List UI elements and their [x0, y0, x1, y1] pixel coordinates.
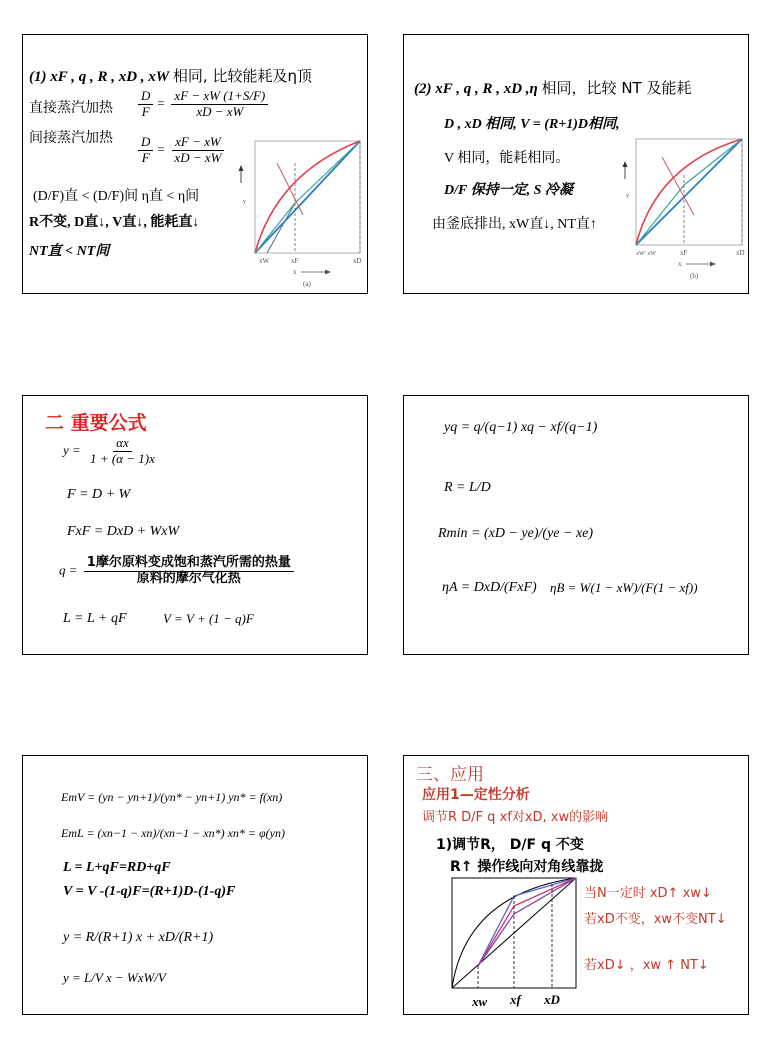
slide1-axis-x: x	[293, 268, 297, 276]
eq-direct-lhs-den: F	[141, 103, 150, 119]
eq4-lhs: q =	[59, 562, 78, 578]
slide3-eq4	[59, 556, 297, 587]
eq1-lhs: y =	[63, 442, 81, 458]
slide3-eq5a: L = L + qF	[63, 611, 127, 626]
slide1-heading	[29, 65, 312, 86]
slide2-line3: V 相同，能耗相同。	[444, 151, 570, 166]
slide2-tick-xd: xD	[736, 249, 745, 257]
slide6-desc: 调节R D/F q xf对xD, xw的影响	[422, 810, 609, 825]
slide1-tick-xw: xW	[259, 257, 270, 265]
slide5-eq1: EmV = (yn − yn+1)/(yn* − yn+1) yn* = f(xn)	[61, 790, 283, 804]
slide5-eq4: V = V -(1-q)F=(R+1)D-(1-q)F	[63, 884, 236, 899]
slide1-tick-xf: xF	[291, 257, 299, 265]
slide5-eq3: L = L+qF=RD+qF	[63, 860, 171, 875]
slide2-line4: D/F 保持一定, S 冷凝	[444, 183, 573, 198]
slide2-axis-y: y	[626, 193, 629, 199]
slide3-eq5b: V = V + (1 − q)F	[163, 611, 254, 626]
slide1-indirect-label: 间接蒸汽加热	[29, 130, 113, 146]
slide1-eq-direct: $\frac{D}{F}$ = $\frac{xF - xW (1+S/F)}{xD - xW}$	[135, 89, 271, 120]
slide1-eq-indirect: $\frac{D}{F}$ = $\frac{xF - xW}{xD - xW}$	[135, 135, 227, 166]
eq-indirect-rhs-num: xF − xW	[172, 135, 224, 151]
slide3-title: 二 重要公式	[45, 412, 147, 434]
slide5-eq6: y = L/V x − WxW/V	[63, 970, 166, 985]
slide6-title: 三、应用	[416, 765, 484, 785]
slide2-line5: 由釜底排出, xW直↓, NT直↑	[432, 217, 597, 232]
eq1-den: 1 + (α − 1)x	[90, 450, 155, 466]
slide6-item1: 1)调节R， D/F q 不变	[436, 837, 584, 853]
slide1-heading-vars: (1) xF , q , R , xD , xW	[29, 69, 170, 85]
slide3-eq1	[63, 436, 161, 467]
slide1-compare-line: (D/F)直 < (D/F)间 η直 < η间	[33, 189, 200, 204]
slide4-eq4: ηA = DxD/(FxF)	[442, 580, 537, 595]
slide-6	[403, 755, 749, 1015]
slide1-direct-label: 直接蒸汽加热	[29, 100, 113, 116]
slide4-eq3: Rmin = (xD − ye)/(ye − xe)	[438, 526, 594, 541]
slide3-eq2: F = D + W	[67, 487, 131, 502]
slide1-caption: (a)	[303, 280, 311, 288]
eq-direct-rhs-den: xD − xW	[196, 103, 244, 119]
slide1-tick-xd: xD	[353, 257, 362, 265]
slide6-tick-xw: xw	[472, 994, 488, 1009]
eq4-den: 原料的摩尔气化热	[136, 570, 241, 586]
slide2-tick-xf: xF	[680, 249, 688, 257]
slide6-note3: 若xD↓ ，xw ↑ NT↓	[584, 958, 709, 973]
slide2-heading-vars: (2) xF , q , R , xD ,η	[414, 81, 538, 97]
slide3-eq3: FxF = DxD + WxW	[67, 524, 180, 539]
slide6-subtitle: 应用1—定性分析	[422, 787, 530, 803]
slide1-r-line: R不变, D直↓, V直↓, 能耗直↓	[29, 215, 200, 230]
slide2-axis-x: x	[678, 260, 682, 268]
slide2-tick-xw: xW' xW	[636, 251, 656, 257]
slide2-heading	[414, 77, 691, 98]
slide1-axis-y: y	[243, 199, 246, 205]
slide-2	[403, 34, 749, 294]
slide6-diagram	[448, 874, 588, 1014]
slide-4	[403, 395, 749, 655]
eq-direct-lhs-num: D	[138, 89, 153, 105]
eq-direct-rhs-num: xF − xW (1+S/F)	[171, 89, 268, 105]
slide6-item1b: R↑ 操作线向对角线靠拢	[450, 859, 604, 875]
slide1-heading-text: 相同, 比较能耗及η顶	[172, 67, 312, 85]
eq4-num: 1摩尔原料变成饱和蒸汽所需的热量	[84, 556, 294, 572]
slide2-diagram	[622, 135, 746, 285]
eq1-num: αx	[113, 436, 132, 452]
slide2-heading-text: 相同，比较 NT 及能耗	[541, 79, 692, 97]
slide5-eq5: y = R/(R+1) x + xD/(R+1)	[63, 930, 214, 945]
slide6-tick-xf: xf	[510, 992, 521, 1007]
slide6-tick-xd: xD	[544, 992, 560, 1007]
slide-1	[22, 34, 368, 294]
slide-3	[22, 395, 368, 655]
slide2-caption: (b)	[690, 272, 699, 280]
eq-indirect-lhs-den: F	[141, 149, 150, 165]
slide1-diagram	[237, 133, 365, 293]
slide4-eq2: R = L/D	[444, 480, 491, 495]
slide-5	[22, 755, 368, 1015]
slide6-note2: 若xD不变，xw不变NT↓	[584, 912, 727, 927]
slide5-eq2: EmL = (xn−1 − xn)/(xn−1 − xn*) xn* = φ(yn)	[61, 826, 285, 840]
slide6-note1: 当N一定时 xD↑ xw↓	[584, 886, 712, 901]
slide4-eq5: ηB = W(1 − xW)/(F(1 − xf))	[550, 580, 698, 595]
eq-indirect-lhs-num: D	[138, 135, 153, 151]
slide2-line2: D , xD 相同, V = (R+1)D相同,	[444, 117, 620, 132]
eq-indirect-rhs-den: xD − xW	[174, 149, 222, 165]
slide1-nt-line: NT直 < NT间	[29, 244, 110, 259]
slide4-eq1: yq = q/(q−1) xq − xf/(q−1)	[444, 420, 598, 435]
